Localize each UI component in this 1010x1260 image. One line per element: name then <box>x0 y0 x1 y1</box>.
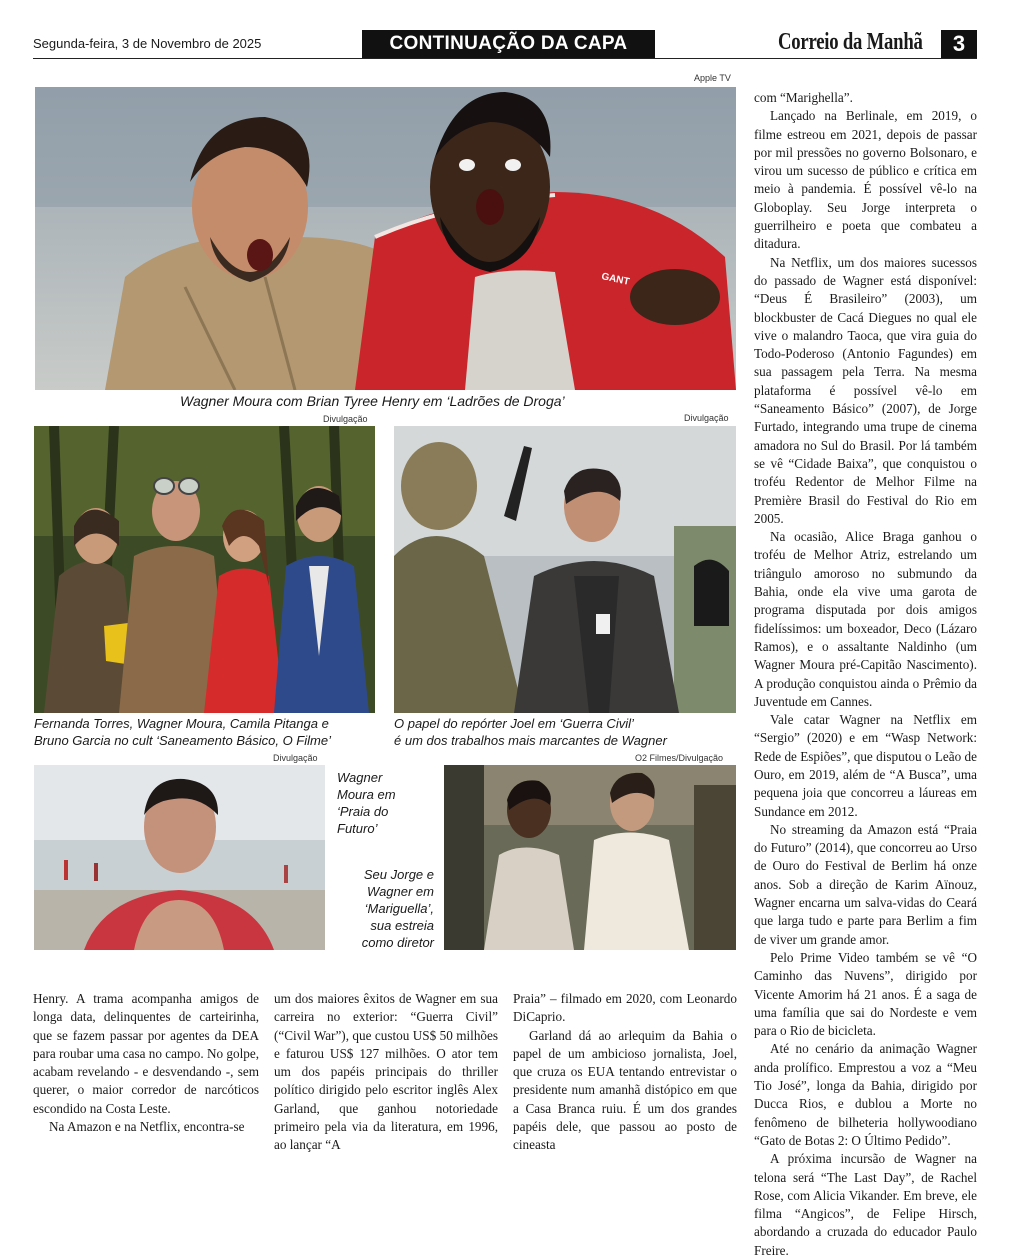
caption-marighella-line: ‘Mariguella’, <box>364 901 434 916</box>
article-paragraph: Na Netflix, um dos maiores sucessos do passado de Wagner está disponível: “Deus É Brasileiro” (2003), um blockbuster de Cacá Diegues no qual ele vive o malandro Taoca, que vira guia do Todo-Poderoso (Antonio Fagundes) em sua passagem pela Terra. Na mesma plataforma é possível vê-lo em “Saneamento Básico” (2007), de Jorge Furtado, integrando uma trupe de cinema amadora no Sul do Brasil. Por lá também se vê “Cidade Baixa”, que conquistou o troféu Redentor de Melhor Filme na Première Brasil do Festival do Rio em 2005. <box>754 254 977 526</box>
section-title: CONTINUAÇÃO DA CAPA <box>362 30 655 58</box>
article-paragraph: A próxima incursão de Wagner na telona será “The Last Day”, de Rachel Rose, com Alicia Vikander. Em breve, ele filma “Angicos”, de Felipe Hirsch, abordando a cruzada do educador Paulo Freire. <box>754 1151 977 1258</box>
caption-praia-line: ‘Praia do <box>337 804 389 819</box>
caption-main: Wagner Moura com Brian Tyree Henry em ‘Ladrões de Droga’ <box>180 393 565 409</box>
article-column-2 <box>274 990 498 1155</box>
article-paragraph: Até no cenário da animação Wagner anda prolífico. Emprestou a voz a “Meu Tio José”, longa da Bahia, dirigido por Ducca Rios, e dublou a Morte no fenômeno de bilheteria hollywoodiano “Gato de Botas 2: O Último Pedido”. <box>754 1041 977 1148</box>
page-number: 3 <box>941 30 977 58</box>
article-paragraph: Garland dá ao arlequim da Bahia o papel de um ambicioso jornalista, Joel, que cruza os EUA tentando entrevistar o presidente num amanhã distópico em que a Casa Branca ruiu. É um dos grandes papéis dele, que passou ao posto de cineasta <box>513 1027 737 1153</box>
article-paragraph: Na ocasião, Alice Braga ganhou o troféu de Melhor Atriz, estrelando um triângulo amoroso no submundo da Bahia, onde ela vive uma garota de programa disputada por dois amigos fidelíssimos: um boxeador, Deco (Lázaro Ramos), e o assaltante Naldinho (um Wagner Moura pré-Capitão Nascimento). A produção conquistou ainda o Prêmio da Juventude em Cannes. <box>754 529 977 709</box>
caption-marighella-line: sua estreia <box>370 918 434 933</box>
article-paragraph: Henry. A trama acompanha amigos de longa data, delinquentes de carteirinha, que se fazem passar por agentes da DEA para roubar uma casa no campo. No golpe, acabam revelando - e desvendando -, sem querer, o maior corredor de narcóticos escondido na Costa Leste. <box>33 991 259 1116</box>
edition-date: Segunda-feira, 3 de Novembro de 2025 <box>33 36 262 51</box>
photo-marighella <box>444 765 736 950</box>
article-paragraph: Na Amazon e na Netflix, encontra-se <box>49 1119 245 1135</box>
caption-marighella-line: Seu Jorge e <box>363 867 434 882</box>
header-rule <box>33 58 977 59</box>
photo-credit-guerra: Divulgação <box>684 413 729 423</box>
caption-praia-line: Futuro’ <box>337 821 378 836</box>
photo-credit-praia: Divulgação <box>273 753 318 763</box>
article-column-3 <box>513 990 737 1155</box>
article-column-right <box>754 89 977 1260</box>
article-paragraph: Praia” – filmado em 2020, com Leonardo DiCaprio. <box>513 991 737 1025</box>
article-paragraph: No streaming da Amazon está “Praia do Futuro” (2014), que concorreu ao Urso de Ouro do Festival de Berlim há onze anos. Sob a direção de Karim Aïnouz, Wagner encarna um salva-vidas do Ceará que larga tudo e parte para Berlim a fim de viver um grande amor. <box>754 821 977 947</box>
photo-credit-main: Apple TV <box>694 73 731 83</box>
jacket-logo: GANT <box>600 271 631 288</box>
newspaper-logo: Correio da Manhã <box>778 29 923 55</box>
article-paragraph: Pelo Prime Video também se vê “O Caminho das Nuvens”, dirigido por Vicente Amorim há 21 anos. É a saga de uma família que sai do Nordeste e vem para o Rio de bicicleta. <box>754 949 977 1039</box>
photo-guerra-civil <box>394 426 736 713</box>
article-paragraph: Vale catar Wagner na Netflix em “Sergio” (2020) e em “Wasp Network: Rede de Espiões”, que disputou o Leão de Ouro, em 2019, além de “A Busca”, uma pequena joia que concorreu a láureas em Sundance em 2012. <box>754 712 977 819</box>
caption-saneamento-line2: Bruno Garcia no cult ‘Saneamento Básico, O Filme’ <box>34 733 331 748</box>
caption-marighella-line: como diretor <box>361 935 434 950</box>
caption-guerra-line1: O papel do repórter Joel em ‘Guerra Civil’ <box>394 716 634 731</box>
photo-credit-marighella: O2 Filmes/Divulgação <box>635 753 724 763</box>
article-column-1 <box>33 990 259 1136</box>
caption-guerra-line2: é um dos trabalhos mais marcantes de Wagner <box>394 733 667 748</box>
article-paragraph: com “Marighella”. <box>754 90 853 105</box>
photo-praia-do-futuro <box>34 765 325 950</box>
article-paragraph: um dos maiores êxitos de Wagner em sua carreira no exterior: “Guerra Civil” (“Civil War”), que custou US$ 50 milhões e faturou US$ 127 milhões. O ator tem um dos papéis principais do thriller político dirigido pelo escritor inglês Alex Garland, que ganhou notoriedade primeiro pela via da literatura, em 1996, ao lançar “A <box>274 991 498 1153</box>
photo-saneamento-basico <box>34 426 375 713</box>
caption-praia-line: Moura em <box>337 787 396 802</box>
photo-ladroes-de-droga <box>35 87 736 390</box>
article-paragraph: Lançado na Berlinale, em 2019, o filme estreou em 2021, depois de passar por mil pressões no governo Bolsonaro, e virou um sucesso de público e crítica em meio à pandemia. É possível vê-lo na Globoplay. Seu Jorge interpreta o guerrilheiro e poeta que combateu a ditadura. <box>754 108 977 252</box>
photo-credit-saneamento: Divulgação <box>323 414 368 424</box>
caption-praia <box>337 769 427 837</box>
caption-marighella <box>334 866 434 951</box>
caption-praia-line: Wagner <box>337 770 383 785</box>
caption-marighella-line: Wagner em <box>367 884 434 899</box>
caption-saneamento-line1: Fernanda Torres, Wagner Moura, Camila Pitanga e <box>34 716 329 731</box>
